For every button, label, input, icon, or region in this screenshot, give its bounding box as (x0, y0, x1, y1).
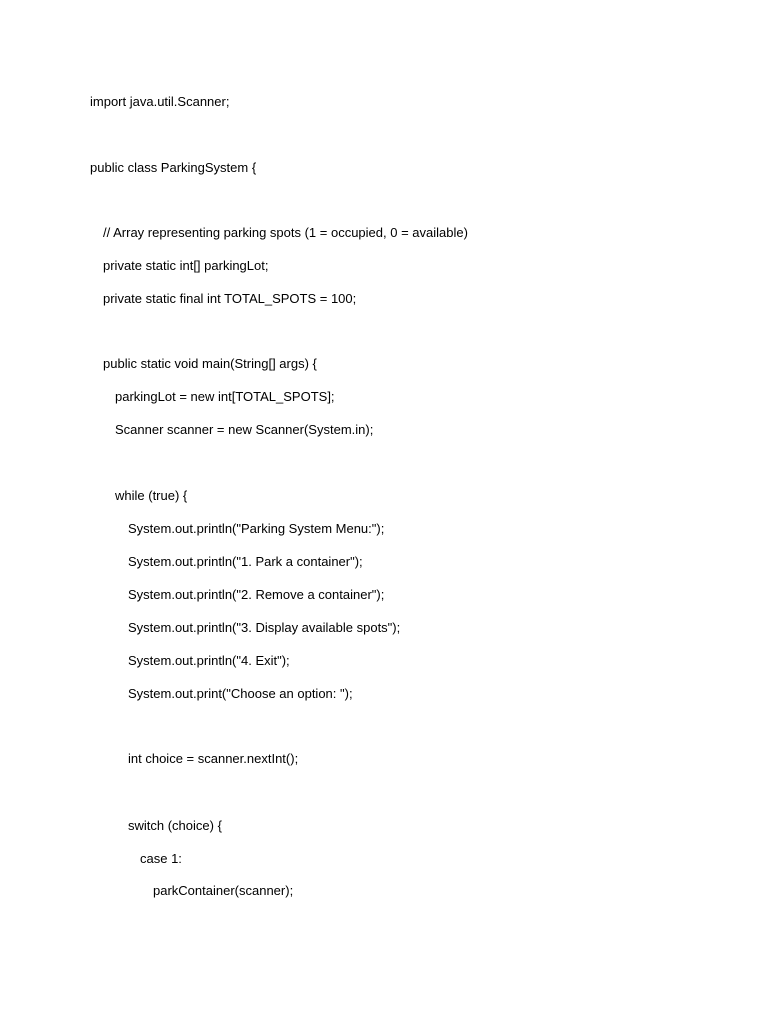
code-line-read-choice: int choice = scanner.nextInt(); (128, 751, 299, 766)
code-line-menu-option-4: System.out.println("4. Exit"); (128, 653, 290, 668)
code-line-menu-option-3: System.out.println("3. Display available spots"); (128, 620, 401, 635)
code-line-class-declaration: public class ParkingSystem { (90, 160, 257, 175)
code-line-scanner-init: Scanner scanner = new Scanner(System.in); (115, 422, 374, 437)
code-line-parking-lot-field: private static int[] parkingLot; (103, 258, 269, 273)
code-line-menu-option-1: System.out.println("1. Park a container"); (128, 554, 363, 569)
code-line-park-container-call: parkContainer(scanner); (153, 883, 294, 898)
code-line-while-loop: while (true) { (115, 488, 188, 503)
code-line-menu-title: System.out.println("Parking System Menu:"); (128, 521, 385, 536)
code-line-switch: switch (choice) { (128, 818, 222, 833)
code-line-case-1: case 1: (140, 851, 182, 866)
code-line-total-spots-field: private static final int TOTAL_SPOTS = 100; (103, 291, 357, 306)
code-line-menu-option-2: System.out.println("2. Remove a container"); (128, 587, 385, 602)
code-line-main-method: public static void main(String[] args) { (103, 356, 317, 371)
code-line-import: import java.util.Scanner; (90, 94, 230, 109)
code-line-comment: // Array representing parking spots (1 = occupied, 0 = available) (103, 225, 468, 240)
code-line-init-parking-lot: parkingLot = new int[TOTAL_SPOTS]; (115, 389, 335, 404)
code-line-choose-prompt: System.out.print("Choose an option: "); (128, 686, 353, 701)
